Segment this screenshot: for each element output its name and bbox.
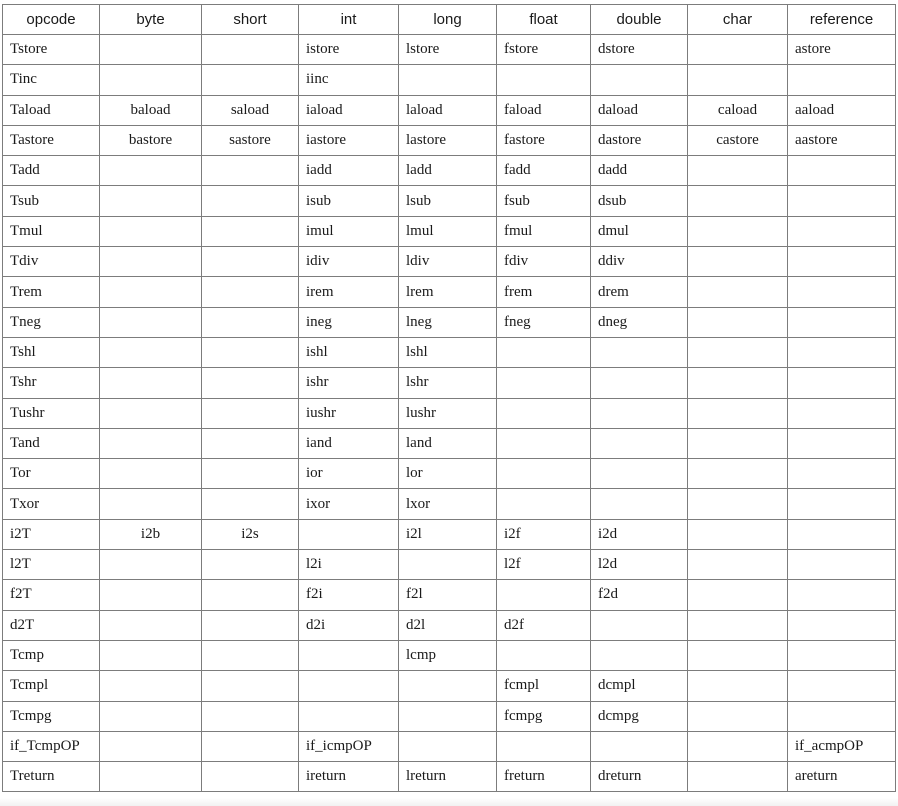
cell-byte xyxy=(100,368,202,398)
cell-long xyxy=(399,65,497,95)
cell-long: lcmp xyxy=(399,640,497,670)
table-row xyxy=(3,519,896,549)
table-row xyxy=(3,247,896,277)
cell-float: i2f xyxy=(497,519,591,549)
cell-char xyxy=(688,489,788,519)
cell-reference: areturn xyxy=(788,762,896,792)
table-row xyxy=(3,65,896,95)
cell-int: ishr xyxy=(299,368,399,398)
header-reference: reference xyxy=(788,5,896,35)
cell-opcode: l2T xyxy=(3,550,100,580)
table-row xyxy=(3,156,896,186)
cell-char xyxy=(688,398,788,428)
cell-int xyxy=(299,640,399,670)
cell-int: if_icmpOP xyxy=(299,731,399,761)
cell-short xyxy=(202,35,299,65)
cell-short xyxy=(202,762,299,792)
cell-reference xyxy=(788,489,896,519)
cell-float: fmul xyxy=(497,216,591,246)
cell-reference: astore xyxy=(788,35,896,65)
cell-double: dsub xyxy=(591,186,688,216)
cell-opcode: Tastore xyxy=(3,125,100,155)
cell-opcode: d2T xyxy=(3,610,100,640)
table-row xyxy=(3,428,896,458)
header-double: double xyxy=(591,5,688,35)
table-row xyxy=(3,550,896,580)
cell-int: imul xyxy=(299,216,399,246)
cell-char xyxy=(688,186,788,216)
table-body xyxy=(3,35,896,792)
header-row xyxy=(3,5,896,35)
cell-float xyxy=(497,428,591,458)
cell-opcode: Taload xyxy=(3,95,100,125)
cell-int: f2i xyxy=(299,580,399,610)
cell-opcode: Txor xyxy=(3,489,100,519)
cell-char xyxy=(688,368,788,398)
cell-byte xyxy=(100,35,202,65)
cell-byte xyxy=(100,186,202,216)
header-byte: byte xyxy=(100,5,202,35)
cell-int: iushr xyxy=(299,398,399,428)
cell-short xyxy=(202,428,299,458)
cell-reference xyxy=(788,186,896,216)
cell-byte xyxy=(100,640,202,670)
table-row xyxy=(3,671,896,701)
cell-reference xyxy=(788,580,896,610)
cell-short xyxy=(202,186,299,216)
cell-float: fastore xyxy=(497,125,591,155)
scan-edge xyxy=(0,798,898,806)
cell-long: ladd xyxy=(399,156,497,186)
cell-float: fdiv xyxy=(497,247,591,277)
cell-short xyxy=(202,671,299,701)
cell-short xyxy=(202,156,299,186)
cell-opcode: Treturn xyxy=(3,762,100,792)
cell-double xyxy=(591,368,688,398)
cell-char xyxy=(688,247,788,277)
cell-int: iinc xyxy=(299,65,399,95)
cell-short xyxy=(202,247,299,277)
table-row xyxy=(3,731,896,761)
cell-reference xyxy=(788,459,896,489)
cell-char xyxy=(688,428,788,458)
cell-long xyxy=(399,550,497,580)
cell-reference xyxy=(788,550,896,580)
cell-reference xyxy=(788,277,896,307)
cell-long: laload xyxy=(399,95,497,125)
cell-char xyxy=(688,640,788,670)
table-row xyxy=(3,762,896,792)
cell-double: dmul xyxy=(591,216,688,246)
cell-long: d2l xyxy=(399,610,497,640)
cell-opcode: Tshl xyxy=(3,337,100,367)
cell-byte xyxy=(100,428,202,458)
cell-short: sastore xyxy=(202,125,299,155)
table-row xyxy=(3,398,896,428)
cell-long xyxy=(399,701,497,731)
cell-short xyxy=(202,701,299,731)
table-row xyxy=(3,368,896,398)
cell-byte xyxy=(100,459,202,489)
cell-float xyxy=(497,368,591,398)
cell-int: d2i xyxy=(299,610,399,640)
cell-opcode: Tneg xyxy=(3,307,100,337)
cell-char xyxy=(688,65,788,95)
cell-reference xyxy=(788,428,896,458)
cell-short: saload xyxy=(202,95,299,125)
cell-float: frem xyxy=(497,277,591,307)
cell-int: idiv xyxy=(299,247,399,277)
cell-opcode: Tshr xyxy=(3,368,100,398)
cell-char xyxy=(688,459,788,489)
header-long: long xyxy=(399,5,497,35)
cell-short xyxy=(202,489,299,519)
cell-double: f2d xyxy=(591,580,688,610)
table-row xyxy=(3,580,896,610)
cell-long: f2l xyxy=(399,580,497,610)
cell-char xyxy=(688,337,788,367)
cell-byte xyxy=(100,277,202,307)
cell-opcode: i2T xyxy=(3,519,100,549)
cell-short: i2s xyxy=(202,519,299,549)
cell-double xyxy=(591,610,688,640)
cell-short xyxy=(202,550,299,580)
cell-char xyxy=(688,731,788,761)
cell-long: land xyxy=(399,428,497,458)
cell-short xyxy=(202,337,299,367)
table-row xyxy=(3,95,896,125)
cell-byte: bastore xyxy=(100,125,202,155)
table-row xyxy=(3,277,896,307)
cell-opcode: Tand xyxy=(3,428,100,458)
cell-long: lrem xyxy=(399,277,497,307)
cell-double xyxy=(591,640,688,670)
cell-char xyxy=(688,277,788,307)
cell-char xyxy=(688,35,788,65)
header-short: short xyxy=(202,5,299,35)
cell-reference: aaload xyxy=(788,95,896,125)
cell-int: iadd xyxy=(299,156,399,186)
cell-int: ishl xyxy=(299,337,399,367)
cell-reference: aastore xyxy=(788,125,896,155)
cell-reference xyxy=(788,640,896,670)
cell-float: fstore xyxy=(497,35,591,65)
cell-short xyxy=(202,307,299,337)
cell-char xyxy=(688,550,788,580)
table-row xyxy=(3,125,896,155)
cell-opcode: f2T xyxy=(3,580,100,610)
cell-double: ddiv xyxy=(591,247,688,277)
table-row xyxy=(3,489,896,519)
cell-long: ldiv xyxy=(399,247,497,277)
cell-byte xyxy=(100,610,202,640)
table-row xyxy=(3,186,896,216)
cell-char xyxy=(688,216,788,246)
cell-short xyxy=(202,610,299,640)
cell-reference xyxy=(788,65,896,95)
cell-double xyxy=(591,337,688,367)
cell-long: lneg xyxy=(399,307,497,337)
opcode-type-table xyxy=(2,4,896,792)
table-row xyxy=(3,35,896,65)
cell-long: lor xyxy=(399,459,497,489)
cell-long: lstore xyxy=(399,35,497,65)
table-row xyxy=(3,640,896,670)
cell-reference xyxy=(788,337,896,367)
table-row xyxy=(3,307,896,337)
cell-short xyxy=(202,640,299,670)
cell-int: iand xyxy=(299,428,399,458)
cell-opcode: Tushr xyxy=(3,398,100,428)
cell-long: lshr xyxy=(399,368,497,398)
cell-opcode: Tcmpl xyxy=(3,671,100,701)
cell-reference xyxy=(788,610,896,640)
cell-float: freturn xyxy=(497,762,591,792)
cell-float xyxy=(497,65,591,95)
cell-int: iaload xyxy=(299,95,399,125)
cell-byte xyxy=(100,580,202,610)
cell-byte xyxy=(100,307,202,337)
cell-double: drem xyxy=(591,277,688,307)
cell-long: lreturn xyxy=(399,762,497,792)
cell-opcode: Tor xyxy=(3,459,100,489)
cell-double: dastore xyxy=(591,125,688,155)
cell-long: lastore xyxy=(399,125,497,155)
cell-short xyxy=(202,459,299,489)
cell-byte xyxy=(100,550,202,580)
cell-double xyxy=(591,398,688,428)
cell-reference xyxy=(788,398,896,428)
cell-double xyxy=(591,65,688,95)
cell-char: caload xyxy=(688,95,788,125)
cell-long xyxy=(399,671,497,701)
cell-int: l2i xyxy=(299,550,399,580)
cell-int: ireturn xyxy=(299,762,399,792)
cell-double xyxy=(591,428,688,458)
cell-char xyxy=(688,580,788,610)
cell-float: fneg xyxy=(497,307,591,337)
cell-long: lshl xyxy=(399,337,497,367)
cell-float xyxy=(497,398,591,428)
cell-opcode: Tstore xyxy=(3,35,100,65)
cell-int xyxy=(299,519,399,549)
header-opcode: opcode xyxy=(3,5,100,35)
cell-short xyxy=(202,277,299,307)
cell-reference xyxy=(788,701,896,731)
cell-byte: baload xyxy=(100,95,202,125)
cell-double: dcmpl xyxy=(591,671,688,701)
cell-short xyxy=(202,216,299,246)
cell-opcode: Tmul xyxy=(3,216,100,246)
cell-int: iastore xyxy=(299,125,399,155)
header-float: float xyxy=(497,5,591,35)
cell-double xyxy=(591,489,688,519)
cell-opcode: Tcmpg xyxy=(3,701,100,731)
table-row xyxy=(3,459,896,489)
cell-reference xyxy=(788,156,896,186)
cell-byte xyxy=(100,65,202,95)
cell-reference xyxy=(788,216,896,246)
cell-short xyxy=(202,368,299,398)
cell-byte xyxy=(100,247,202,277)
cell-float: d2f xyxy=(497,610,591,640)
cell-opcode: Tsub xyxy=(3,186,100,216)
cell-byte xyxy=(100,156,202,186)
cell-byte xyxy=(100,398,202,428)
cell-int: istore xyxy=(299,35,399,65)
cell-opcode: if_TcmpOP xyxy=(3,731,100,761)
cell-char xyxy=(688,156,788,186)
cell-opcode: Trem xyxy=(3,277,100,307)
cell-char: castore xyxy=(688,125,788,155)
cell-byte xyxy=(100,671,202,701)
cell-double: daload xyxy=(591,95,688,125)
cell-reference xyxy=(788,519,896,549)
table-row xyxy=(3,216,896,246)
cell-byte: i2b xyxy=(100,519,202,549)
cell-long: lxor xyxy=(399,489,497,519)
cell-float xyxy=(497,580,591,610)
table-row xyxy=(3,337,896,367)
cell-int xyxy=(299,701,399,731)
cell-double: dcmpg xyxy=(591,701,688,731)
cell-float: l2f xyxy=(497,550,591,580)
cell-byte xyxy=(100,489,202,519)
cell-long xyxy=(399,731,497,761)
cell-opcode: Tcmp xyxy=(3,640,100,670)
cell-char xyxy=(688,519,788,549)
cell-float xyxy=(497,337,591,367)
cell-int: ineg xyxy=(299,307,399,337)
cell-int xyxy=(299,671,399,701)
cell-float xyxy=(497,489,591,519)
cell-long: lmul xyxy=(399,216,497,246)
cell-double: dstore xyxy=(591,35,688,65)
cell-long: lushr xyxy=(399,398,497,428)
cell-double xyxy=(591,731,688,761)
cell-float: fadd xyxy=(497,156,591,186)
cell-short xyxy=(202,398,299,428)
table-row xyxy=(3,701,896,731)
opcode-table-page xyxy=(2,4,895,792)
cell-double: l2d xyxy=(591,550,688,580)
cell-reference xyxy=(788,368,896,398)
cell-char xyxy=(688,671,788,701)
cell-char xyxy=(688,610,788,640)
cell-long: i2l xyxy=(399,519,497,549)
cell-float: fcmpg xyxy=(497,701,591,731)
cell-float xyxy=(497,640,591,670)
cell-opcode: Tadd xyxy=(3,156,100,186)
cell-reference xyxy=(788,307,896,337)
cell-double xyxy=(591,459,688,489)
cell-short xyxy=(202,731,299,761)
cell-float xyxy=(497,459,591,489)
cell-double: i2d xyxy=(591,519,688,549)
cell-short xyxy=(202,65,299,95)
cell-long: lsub xyxy=(399,186,497,216)
cell-char xyxy=(688,701,788,731)
cell-byte xyxy=(100,762,202,792)
cell-float: faload xyxy=(497,95,591,125)
cell-char xyxy=(688,307,788,337)
cell-byte xyxy=(100,701,202,731)
cell-short xyxy=(202,580,299,610)
cell-reference xyxy=(788,247,896,277)
cell-double: dneg xyxy=(591,307,688,337)
cell-float: fsub xyxy=(497,186,591,216)
cell-double: dreturn xyxy=(591,762,688,792)
table-row xyxy=(3,610,896,640)
cell-reference xyxy=(788,671,896,701)
cell-byte xyxy=(100,216,202,246)
cell-byte xyxy=(100,337,202,367)
cell-opcode: Tinc xyxy=(3,65,100,95)
cell-float xyxy=(497,731,591,761)
cell-int: ixor xyxy=(299,489,399,519)
cell-int: isub xyxy=(299,186,399,216)
cell-reference: if_acmpOP xyxy=(788,731,896,761)
cell-char xyxy=(688,762,788,792)
cell-double: dadd xyxy=(591,156,688,186)
cell-byte xyxy=(100,731,202,761)
cell-float: fcmpl xyxy=(497,671,591,701)
header-char: char xyxy=(688,5,788,35)
header-int: int xyxy=(299,5,399,35)
cell-int: irem xyxy=(299,277,399,307)
cell-int: ior xyxy=(299,459,399,489)
cell-opcode: Tdiv xyxy=(3,247,100,277)
